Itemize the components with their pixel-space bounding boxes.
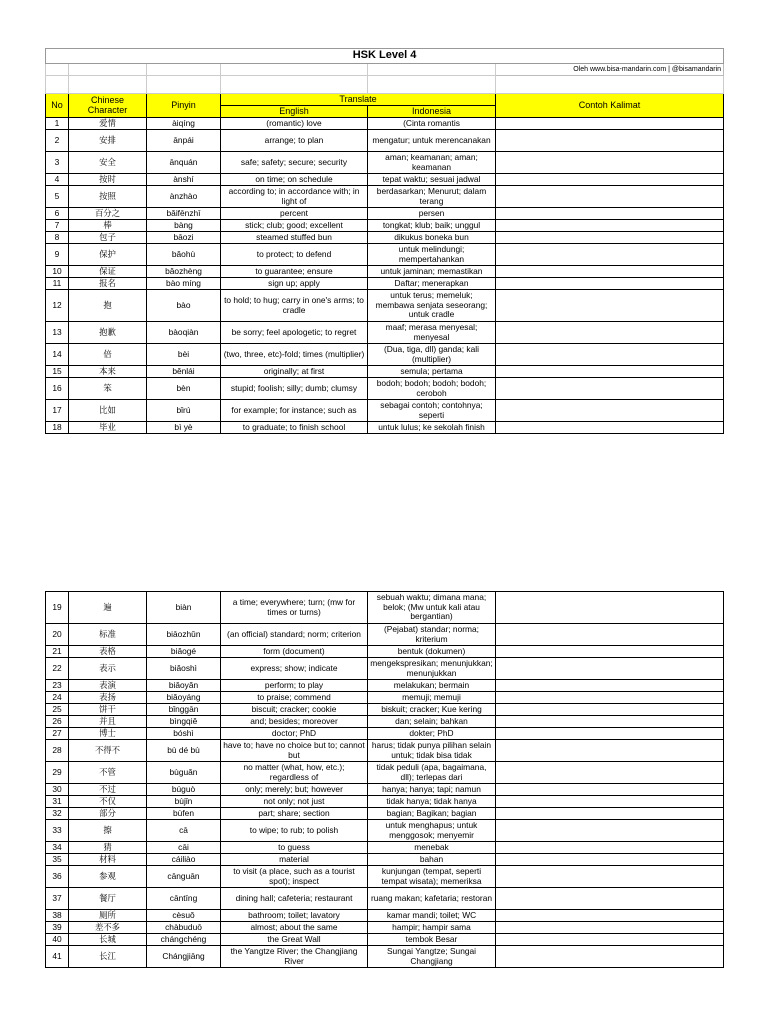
english-translation: form (document) [221,646,368,658]
chinese-character: 笨 [69,378,147,400]
chinese-character: 棒 [69,220,147,232]
pinyin: biàn [147,592,221,624]
indonesia-translation: dokter; PhD [368,728,496,740]
chinese-character: 比如 [69,400,147,422]
english-translation: to protect; to defend [221,244,368,266]
table-row [46,888,724,910]
pinyin: bǎohù [147,244,221,266]
indonesia-translation: mengatur; untuk merencanakan [368,130,496,152]
example-sentence [496,266,724,278]
example-sentence [496,344,724,366]
row-number: 3 [46,152,69,174]
table-row [46,740,724,762]
row-number: 41 [46,946,69,968]
table-row [46,278,724,290]
row-number: 28 [46,740,69,762]
pinyin: bàng [147,220,221,232]
example-sentence [496,854,724,866]
english-translation: steamed stuffed bun [221,232,368,244]
indonesia-translation: menebak [368,842,496,854]
table-row [46,704,724,716]
chinese-character: 参观 [69,866,147,888]
english-translation: and; besides; moreover [221,716,368,728]
example-sentence [496,130,724,152]
table-row [46,946,724,968]
row-number: 37 [46,888,69,910]
row-number: 2 [46,130,69,152]
page-title: HSK Level 4 [46,49,724,64]
example-sentence [496,422,724,434]
header-chinese: Chinese Character [69,94,147,118]
example-sentence [496,842,724,854]
pinyin: běnlái [147,366,221,378]
pinyin: bóshì [147,728,221,740]
table-row [46,378,724,400]
row-number: 30 [46,784,69,796]
chinese-character: 并且 [69,716,147,728]
example-sentence [496,922,724,934]
row-number: 1 [46,118,69,130]
english-translation: doctor; PhD [221,728,368,740]
pinyin: búguò [147,784,221,796]
chinese-character: 抱歉 [69,322,147,344]
pinyin: bìngqiě [147,716,221,728]
header-contoh: Contoh Kalimat [496,94,724,118]
row-number: 21 [46,646,69,658]
pinyin: chángchéng [147,934,221,946]
pinyin: àiqíng [147,118,221,130]
table-row [46,854,724,866]
example-sentence [496,152,724,174]
table-row [46,658,724,680]
row-number: 17 [46,400,69,422]
english-translation: to wipe; to rub; to polish [221,820,368,842]
english-translation: to graduate; to finish school [221,422,368,434]
table-row [46,344,724,366]
english-translation: according to; in accordance with; in light of [221,186,368,208]
chinese-character: 不过 [69,784,147,796]
indonesia-translation: untuk jaminan; memastikan [368,266,496,278]
indonesia-translation: biskuit; cracker; Kue kering [368,704,496,716]
english-translation: arrange; to plan [221,130,368,152]
table-row [46,208,724,220]
pinyin: bèi [147,344,221,366]
pinyin: cāntīng [147,888,221,910]
pinyin: ànshí [147,174,221,186]
chinese-character: 按时 [69,174,147,186]
example-sentence [496,232,724,244]
example-sentence [496,784,724,796]
example-sentence [496,820,724,842]
pinyin: Chángjiāng [147,946,221,968]
english-translation: originally; at first [221,366,368,378]
example-sentence [496,762,724,784]
english-translation: dining hall; cafeteria; restaurant [221,888,368,910]
table-row [46,716,724,728]
indonesia-translation: persen [368,208,496,220]
english-translation: almost; about the same [221,922,368,934]
header-translate: Translate [221,94,496,106]
table-row [46,152,724,174]
english-translation: to guess [221,842,368,854]
table-row [46,266,724,278]
indonesia-translation: maaf; merasa menyesal; menyesal [368,322,496,344]
english-translation: have to; have no choice but to; cannot but [221,740,368,762]
chinese-character: 厕所 [69,910,147,922]
chinese-character: 材料 [69,854,147,866]
chinese-character: 毕业 [69,422,147,434]
chinese-character: 爱情 [69,118,147,130]
table-row [46,808,724,820]
table-row [46,922,724,934]
indonesia-translation: semula; pertama [368,366,496,378]
english-translation: safe; safety; secure; security [221,152,368,174]
table-row [46,186,724,208]
table-row [46,400,724,422]
english-translation: to hold; to hug; carry in one's arms; to cradle [221,290,368,322]
pinyin: bǐnggān [147,704,221,716]
vocab-table-2 [45,591,724,968]
row-number: 14 [46,344,69,366]
example-sentence [496,174,724,186]
row-number: 24 [46,692,69,704]
english-translation: sign up; apply [221,278,368,290]
pinyin: biǎogé [147,646,221,658]
english-translation: perform; to play [221,680,368,692]
row-number: 20 [46,624,69,646]
indonesia-translation: hanya; hanya; tapi; namun [368,784,496,796]
table-row [46,646,724,658]
pinyin: bǐrú [147,400,221,422]
indonesia-translation: sebagai contoh; contohnya; seperti [368,400,496,422]
indonesia-translation: untuk melindungi; mempertahankan [368,244,496,266]
header-indonesia: Indonesia [368,106,496,118]
indonesia-translation: berdasarkan; Menurut; dalam terang [368,186,496,208]
pinyin: biǎoyǎn [147,680,221,692]
row-number: 23 [46,680,69,692]
chinese-character: 百分之 [69,208,147,220]
pinyin: biāozhǔn [147,624,221,646]
row-number: 39 [46,922,69,934]
table-row [46,784,724,796]
indonesia-translation: bagian; Bagikan; bagian [368,808,496,820]
indonesia-translation: melakukan; bermain [368,680,496,692]
row-number: 38 [46,910,69,922]
example-sentence [496,244,724,266]
header-english: English [221,106,368,118]
example-sentence [496,658,724,680]
indonesia-translation: untuk menghapus; untuk menggosok; menyemir [368,820,496,842]
example-sentence [496,692,724,704]
chinese-character: 保护 [69,244,147,266]
chinese-character: 表示 [69,658,147,680]
header-pinyin: Pinyin [147,94,221,118]
pinyin: ànzhào [147,186,221,208]
pinyin: bào [147,290,221,322]
indonesia-translation: bahan [368,854,496,866]
english-translation: a time; everywhere; turn; (mw for times or turns) [221,592,368,624]
example-sentence [496,592,724,624]
example-sentence [496,796,724,808]
chinese-character: 倍 [69,344,147,366]
row-number: 6 [46,208,69,220]
chinese-character: 不得不 [69,740,147,762]
indonesia-translation: mengekspresikan; menunjukkan; menunjukkan [368,658,496,680]
table-row [46,422,724,434]
pinyin: bàoqiàn [147,322,221,344]
example-sentence [496,322,724,344]
table-row [46,118,724,130]
chinese-character: 饼干 [69,704,147,716]
pinyin: cānguān [147,866,221,888]
example-sentence [496,208,724,220]
indonesia-translation: kunjungan (tempat, seperti tempat wisata); memeriksa [368,866,496,888]
chinese-character: 猜 [69,842,147,854]
pinyin: chàbuduō [147,922,221,934]
english-translation: for example; for instance; such as [221,400,368,422]
table-row [46,680,724,692]
pinyin: cā [147,820,221,842]
indonesia-translation: hampir; hampir sama [368,922,496,934]
chinese-character: 按照 [69,186,147,208]
chinese-character: 安排 [69,130,147,152]
pinyin: bǎifēnzhī [147,208,221,220]
row-number: 27 [46,728,69,740]
chinese-character: 不管 [69,762,147,784]
pinyin: biǎoyáng [147,692,221,704]
example-sentence [496,808,724,820]
example-sentence [496,716,724,728]
row-number: 22 [46,658,69,680]
row-number: 40 [46,934,69,946]
english-translation: no matter (what, how, etc.); regardless of [221,762,368,784]
row-number: 10 [46,266,69,278]
indonesia-translation: dikukus boneka bun [368,232,496,244]
row-number: 31 [46,796,69,808]
english-translation: only; merely; but; however [221,784,368,796]
english-translation: be sorry; feel apologetic; to regret [221,322,368,344]
row-number: 25 [46,704,69,716]
table-row [46,866,724,888]
example-sentence [496,366,724,378]
example-sentence [496,704,724,716]
chinese-character: 遍 [69,592,147,624]
pinyin: bùguǎn [147,762,221,784]
indonesia-translation: Sungai Yangtze; Sungai Changjiang [368,946,496,968]
indonesia-translation: (Dua, tiga, dll) ganda; kali (multiplier) [368,344,496,366]
chinese-character: 长江 [69,946,147,968]
indonesia-translation: memuji; memuji [368,692,496,704]
row-number: 33 [46,820,69,842]
indonesia-translation: (Cinta romantis [368,118,496,130]
credit-text: Oleh www.bisa-mandarin.com | @bisamandarin [496,64,724,76]
chinese-character: 部分 [69,808,147,820]
indonesia-translation: bentuk (dokumen) [368,646,496,658]
english-translation: to visit (a place, such as a tourist spot); inspect [221,866,368,888]
pinyin: ānquán [147,152,221,174]
english-translation: stick; club; good; excellent [221,220,368,232]
vocab-table-1 [45,48,724,434]
table-row [46,366,724,378]
pinyin: bào míng [147,278,221,290]
row-number: 12 [46,290,69,322]
english-translation: (romantic) love [221,118,368,130]
row-number: 19 [46,592,69,624]
chinese-character: 不仅 [69,796,147,808]
row-number: 26 [46,716,69,728]
example-sentence [496,186,724,208]
english-translation: to praise; commend [221,692,368,704]
chinese-character: 餐厅 [69,888,147,910]
english-translation: on time; on schedule [221,174,368,186]
header-no: No [46,94,69,118]
row-number: 4 [46,174,69,186]
row-number: 5 [46,186,69,208]
english-translation: stupid; foolish; silly; dumb; clumsy [221,378,368,400]
pinyin: bù dé bù [147,740,221,762]
english-translation: part; share; section [221,808,368,820]
pinyin: bǎozhèng [147,266,221,278]
chinese-character: 擦 [69,820,147,842]
table-row [46,728,724,740]
indonesia-translation: dan; selain; bahkan [368,716,496,728]
row-number: 32 [46,808,69,820]
chinese-character: 安全 [69,152,147,174]
table-row [46,934,724,946]
indonesia-translation: untuk lulus; ke sekolah finish [368,422,496,434]
english-translation: (an official) standard; norm; criterion [221,624,368,646]
indonesia-translation: tidak peduli (apa, bagaimana, dll); terlepas dari [368,762,496,784]
table-row [46,174,724,186]
row-number: 18 [46,422,69,434]
table-row [46,232,724,244]
pinyin: bùfen [147,808,221,820]
indonesia-translation: tidak hanya; tidak hanya [368,796,496,808]
example-sentence [496,946,724,968]
pinyin: cāi [147,842,221,854]
chinese-character: 表演 [69,680,147,692]
table-row [46,762,724,784]
table-row [46,842,724,854]
row-number: 11 [46,278,69,290]
indonesia-translation: harus; tidak punya pilihan selain untuk; tidak bisa tidak [368,740,496,762]
chinese-character: 博士 [69,728,147,740]
english-translation: (two, three, etc)-fold; times (multiplier) [221,344,368,366]
table-row [46,130,724,152]
row-number: 29 [46,762,69,784]
row-number: 9 [46,244,69,266]
indonesia-translation: Daftar; menerapkan [368,278,496,290]
table-row [46,220,724,232]
chinese-character: 保证 [69,266,147,278]
pinyin: bāozi [147,232,221,244]
english-translation: to guarantee; ensure [221,266,368,278]
table-row [46,244,724,266]
indonesia-translation: ruang makan; kafetaria; restoran [368,888,496,910]
indonesia-translation: aman; keamanan; aman; keamanan [368,152,496,174]
row-number: 13 [46,322,69,344]
indonesia-translation: tepat waktu; sesuai jadwal [368,174,496,186]
row-number: 7 [46,220,69,232]
chinese-character: 报名 [69,278,147,290]
table-row [46,796,724,808]
english-translation: biscuit; cracker; cookie [221,704,368,716]
table-row [46,910,724,922]
row-number: 34 [46,842,69,854]
example-sentence [496,728,724,740]
example-sentence [496,740,724,762]
example-sentence [496,888,724,910]
chinese-character: 标准 [69,624,147,646]
chinese-character: 表扬 [69,692,147,704]
english-translation: material [221,854,368,866]
pinyin: cáiliào [147,854,221,866]
pinyin: cèsuǒ [147,910,221,922]
example-sentence [496,910,724,922]
example-sentence [496,290,724,322]
english-translation: express; show; indicate [221,658,368,680]
indonesia-translation: sebuah waktu; dimana mana; belok; (Mw untuk kali atau bergantian) [368,592,496,624]
indonesia-translation: (Pejabat) standar; norma; kriterium [368,624,496,646]
chinese-character: 表格 [69,646,147,658]
example-sentence [496,278,724,290]
indonesia-translation: untuk terus; memeluk; membawa senjata seseorang; untuk cradle [368,290,496,322]
pinyin: bèn [147,378,221,400]
pinyin: bùjǐn [147,796,221,808]
table-row [46,820,724,842]
example-sentence [496,866,724,888]
example-sentence [496,118,724,130]
row-number: 35 [46,854,69,866]
pinyin: biǎoshì [147,658,221,680]
row-number: 8 [46,232,69,244]
chinese-character: 抱 [69,290,147,322]
example-sentence [496,378,724,400]
example-sentence [496,680,724,692]
example-sentence [496,934,724,946]
indonesia-translation: tembok Besar [368,934,496,946]
chinese-character: 长城 [69,934,147,946]
english-translation: the Yangtze River; the Changjiang River [221,946,368,968]
example-sentence [496,624,724,646]
english-translation: bathroom; toilet; lavatory [221,910,368,922]
example-sentence [496,220,724,232]
indonesia-translation: kamar mandi; toilet; WC [368,910,496,922]
row-number: 36 [46,866,69,888]
example-sentence [496,400,724,422]
row-number: 16 [46,378,69,400]
english-translation: the Great Wall [221,934,368,946]
indonesia-translation: bodoh; bodoh; bodoh; bodoh; ceroboh [368,378,496,400]
table-row [46,322,724,344]
chinese-character: 包子 [69,232,147,244]
pinyin: ānpái [147,130,221,152]
example-sentence [496,646,724,658]
chinese-character: 差不多 [69,922,147,934]
english-translation: percent [221,208,368,220]
table-row [46,692,724,704]
pinyin: bì yè [147,422,221,434]
table-row [46,290,724,322]
table-row [46,592,724,624]
english-translation: not only; not just [221,796,368,808]
indonesia-translation: tongkat; klub; baik; unggul [368,220,496,232]
chinese-character: 本来 [69,366,147,378]
table-row [46,624,724,646]
row-number: 15 [46,366,69,378]
